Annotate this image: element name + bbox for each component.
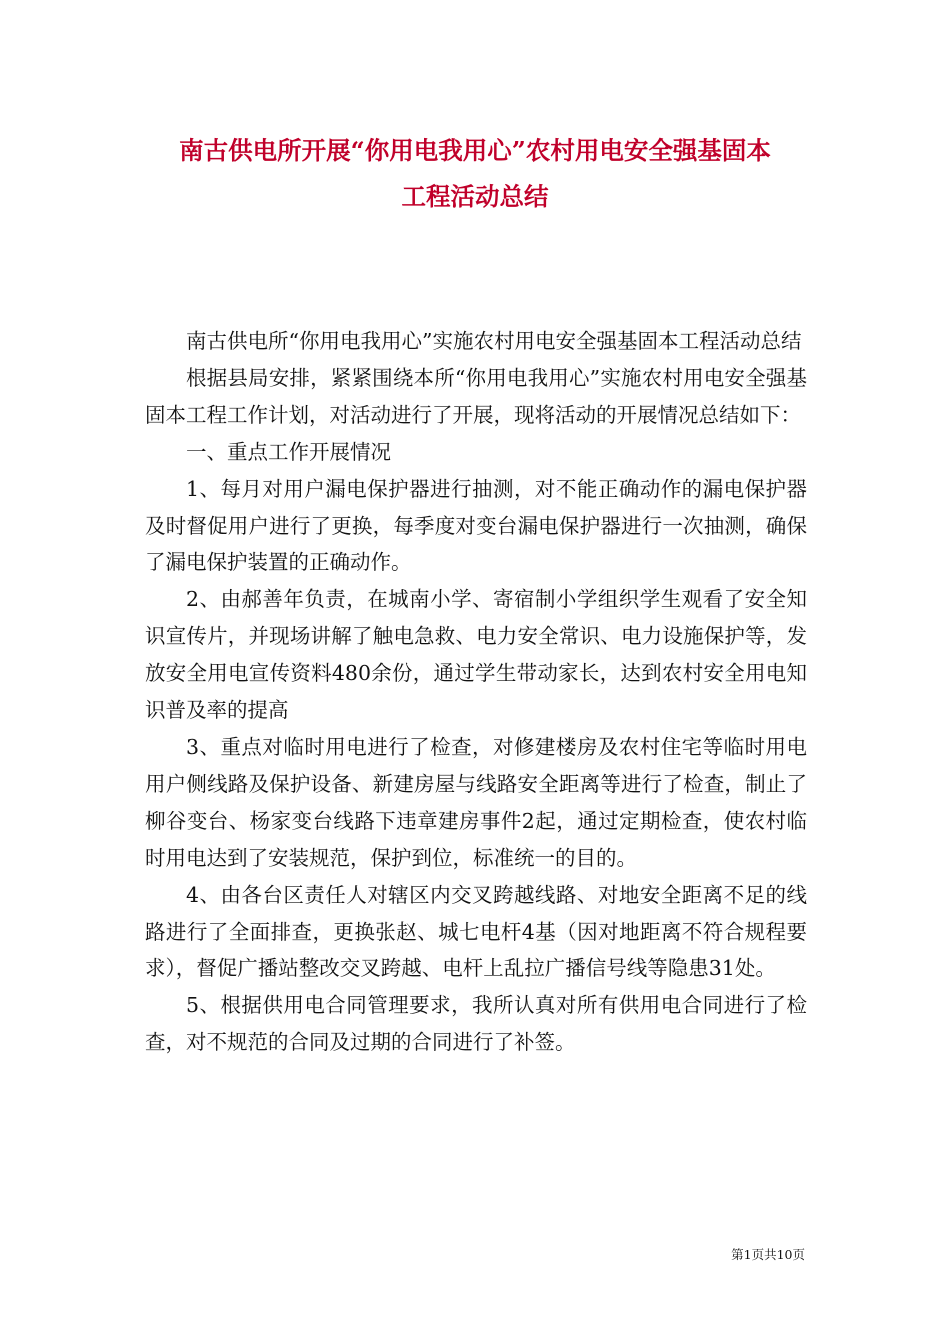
title-line-1: 南古供电所开展“你用电我用心”农村用电安全强基固本 (179, 136, 771, 165)
paragraph-subtitle: 南古供电所“你用电我用心”实施农村用电安全强基固本工程活动总结 (186, 329, 802, 353)
page-number: 第1页共10页 (731, 1247, 805, 1262)
title-line-2: 工程活动总结 (401, 182, 549, 211)
paragraph-item-2: 2、由郝善年负责，在城南小学、寄宿制小学组织学生观看了安全知识宣传片，并现场讲解了触电急救、电力安全常识、电力设施保护等，发放安全用电宣传资料480余份，通过学生带动家长，达到农村安全用电知识普及率的提高 (145, 587, 807, 723)
section-heading: 一、重点工作开展情况 (186, 439, 391, 464)
document-title (120, 128, 830, 220)
document-body (145, 323, 807, 1061)
paragraph-item-4: 4、由各台区责任人对辖区内交叉跨越线路、对地安全距离不足的线路进行了全面排查，更换张赵、城七电杆4基（因对地距离不符合规程要求），督促广播站整改交叉跨越、电杆上乱拉广播信号线等隐患31处。 (145, 882, 807, 981)
paragraph-item-1: 1、每月对用户漏电保护器进行抽测，对不能正确动作的漏电保护器及时督促用户进行了更换，每季度对变台漏电保护器进行一次抽测，确保了漏电保护装置的正确动作。 (145, 476, 807, 575)
paragraph-item-5: 5、根据供用电合同管理要求，我所认真对所有供用电合同进行了检查，对不规范的合同及过期的合同进行了补签。 (145, 993, 807, 1055)
paragraph-item-3: 3、重点对临时用电进行了检查，对修建楼房及农村住宅等临时用电用户侧线路及保护设备、新建房屋与线路安全距离等进行了检查，制止了柳谷变台、杨家变台线路下违章建房事件2起，通过定期检查，使农村临时用电达到了安装规范，保护到位，标准统一的目的。 (145, 734, 807, 870)
paragraph-intro: 根据县局安排，紧紧围绕本所“你用电我用心”实施农村用电安全强基固本工程工作计划，对活动进行了开展，现将活动的开展情况总结如下： (145, 365, 807, 427)
